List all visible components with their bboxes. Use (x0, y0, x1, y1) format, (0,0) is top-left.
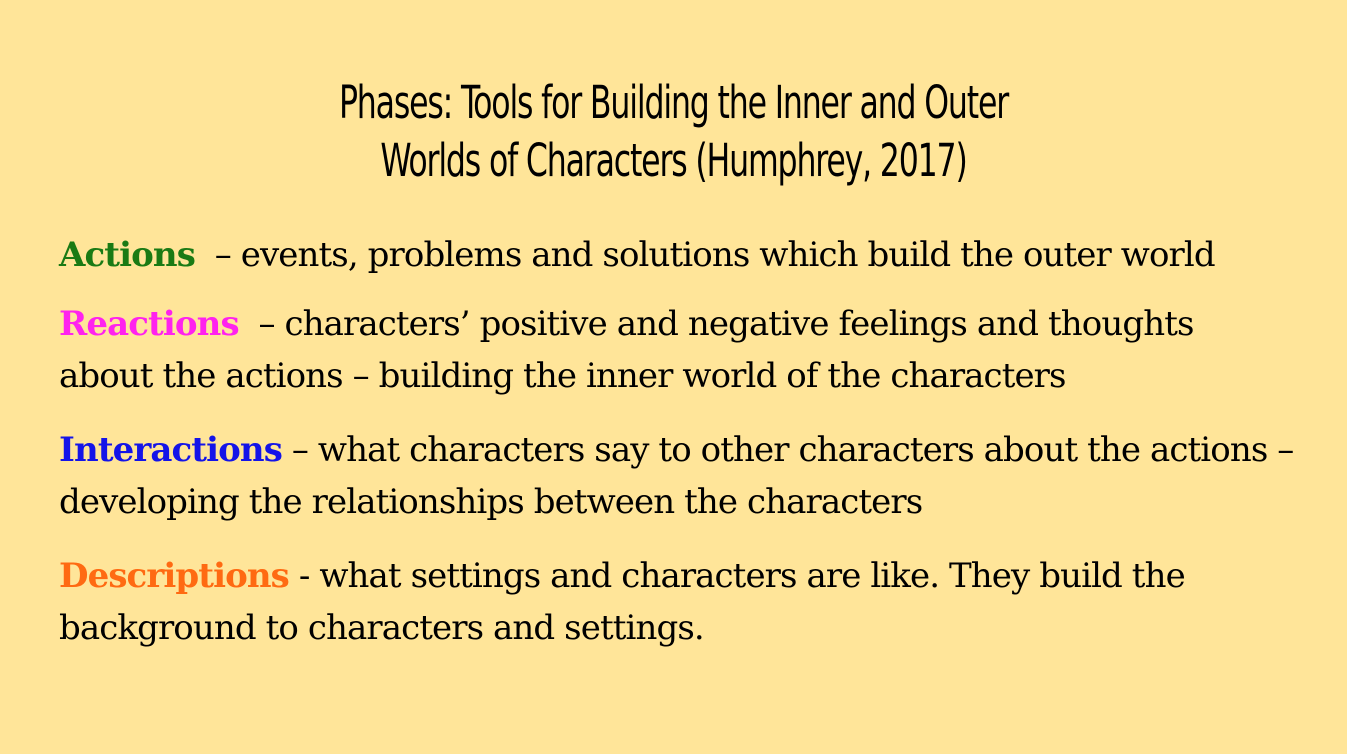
term-descriptions: Descriptions (59, 556, 289, 596)
term-actions: Actions (59, 235, 195, 275)
title-line-1: Phases: Tools for Building the Inner and Outer (338, 76, 1009, 129)
term-reactions: Reactions (59, 304, 239, 344)
paragraph-actions (59, 229, 1319, 281)
definition-reactions: – characters’ positive and negative feelings and thoughts about the actions – building the inner world of the characters (59, 304, 1204, 396)
paragraph-reactions (59, 298, 1219, 402)
definition-interactions: – what characters say to other characters about the actions – developing the relationships between the characters (59, 430, 1304, 522)
paragraph-descriptions (59, 550, 1219, 654)
term-interactions: Interactions (59, 430, 282, 470)
definition-descriptions: - what settings and characters are like. They build the background to characters and settings. (59, 556, 1195, 648)
slide-title (148, 74, 1199, 190)
definition-actions: – events, problems and solutions which build the outer world (194, 235, 1215, 275)
paragraph-interactions (59, 424, 1304, 528)
title-line-2: Worlds of Characters (Humphrey, 2017) (380, 134, 967, 187)
